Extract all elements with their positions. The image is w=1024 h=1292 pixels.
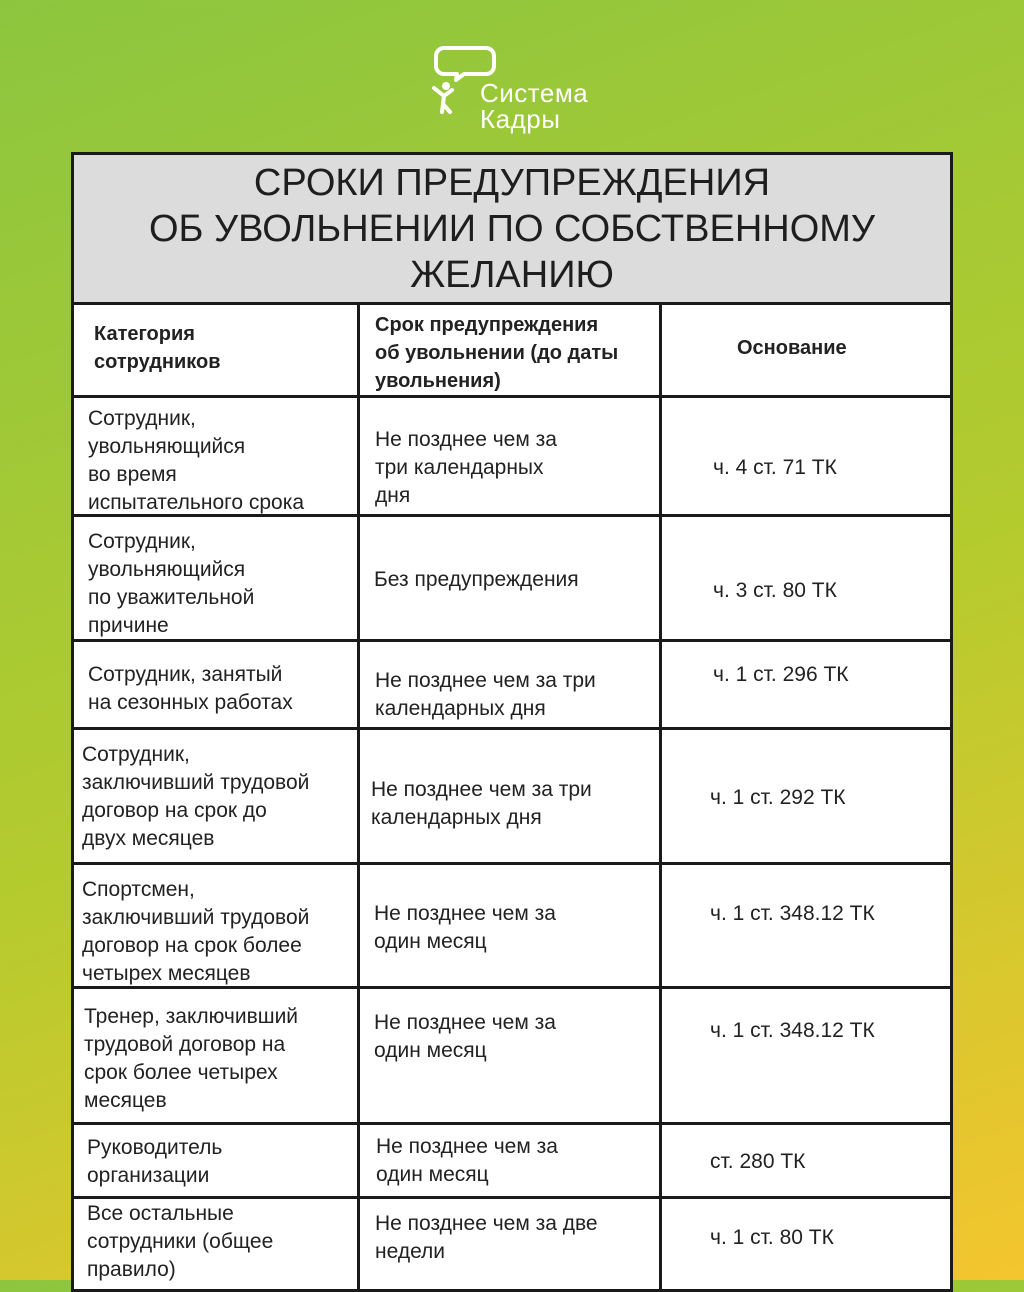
row5-basis: ч. 1 ст. 348.12 ТК: [710, 902, 875, 925]
header-category: Категория сотрудников: [94, 323, 221, 373]
row6-term: Не позднее чем за один месяц: [374, 1011, 556, 1062]
row-divider: [74, 862, 950, 865]
row1-basis: ч. 4 ст. 71 ТК: [713, 456, 837, 479]
brand-logo: [430, 44, 630, 136]
notice-table: [71, 152, 953, 1292]
row-divider: [74, 1196, 950, 1199]
column-divider: [659, 305, 662, 1289]
title-line2: ОБ УВОЛЬНЕНИИ ПО СОБСТВЕННОМУ: [148, 207, 876, 250]
row4-term: Не позднее чем за три календарных дня: [371, 778, 592, 829]
title-line3: ЖЕЛАНИЮ: [410, 253, 614, 296]
row8-basis: ч. 1 ст. 80 ТК: [710, 1226, 834, 1249]
row1-term: Не позднее чем за три календарных дня: [375, 428, 557, 507]
brand-name: [480, 80, 588, 132]
header-basis: Основание: [737, 337, 847, 359]
row8-term: Не позднее чем за две недели: [375, 1212, 598, 1263]
title-line1: СРОКИ ПРЕДУПРЕЖДЕНИЯ: [253, 161, 771, 204]
row5-category: Спортсмен, заключивший трудовой договор на срок более четырех месяцев: [82, 878, 310, 985]
row4-category: Сотрудник, заключивший трудовой договор на срок до двух месяцев: [82, 743, 310, 850]
row1-category: Сотрудник, увольняющийся во время испытательного срока: [88, 407, 305, 514]
row3-category: Сотрудник, занятый на сезонных работах: [88, 663, 293, 714]
row8-category: Все остальные сотрудники (общее правило): [87, 1202, 274, 1281]
row7-category: Руководитель организации: [87, 1136, 223, 1187]
row-divider: [74, 1122, 950, 1125]
row6-basis: ч. 1 ст. 348.12 ТК: [710, 1019, 875, 1042]
row2-basis: ч. 3 ст. 80 ТК: [713, 579, 837, 602]
row7-basis: ст. 280 ТК: [710, 1150, 806, 1173]
row7-term: Не позднее чем за один месяц: [376, 1135, 558, 1186]
row4-basis: ч. 1 ст. 292 ТК: [710, 786, 846, 809]
row5-term: Не позднее чем за один месяц: [374, 902, 556, 953]
column-divider: [357, 305, 360, 1289]
row-divider: [74, 727, 950, 730]
header-term: Срок предупреждения об увольнении (до даты увольнения): [375, 314, 619, 392]
row-divider: [74, 395, 950, 398]
row3-term: Не позднее чем за три календарных дня: [375, 669, 596, 720]
table-title: [74, 155, 950, 305]
row3-basis: ч. 1 ст. 296 ТК: [713, 663, 849, 686]
row2-category: Сотрудник, увольняющийся по уважительной причине: [88, 530, 255, 637]
row6-category: Тренер, заключивший трудовой договор на срок более четырех месяцев: [84, 1005, 299, 1112]
row2-term: Без предупреждения: [374, 568, 579, 591]
brand-name-line1: Система: [480, 78, 589, 108]
brand-name-line2: Кадры: [480, 104, 561, 134]
